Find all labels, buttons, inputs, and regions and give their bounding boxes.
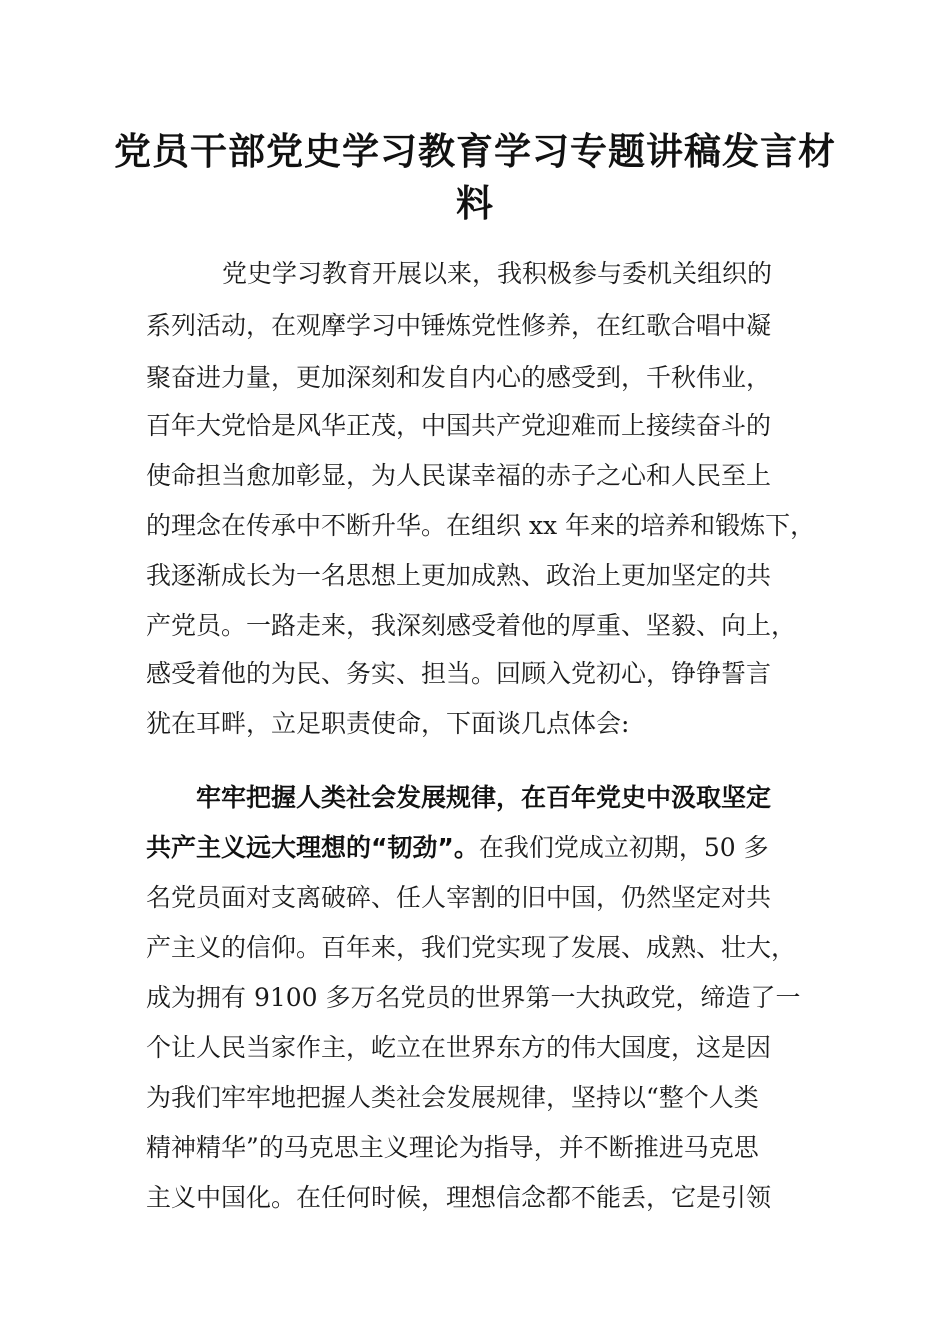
paragraph-line: 为我们牢牢地把握人类社会发展规律，坚持以“整个人类: [146, 1083, 759, 1112]
paragraph-line: 百年大党恰是风华正茂，中国共产党迎难而上接续奋斗的: [146, 411, 772, 440]
paragraph-line: 犹在耳畔，立足职责使命，下面谈几点体会:: [146, 709, 630, 738]
paragraph-line: [146, 832, 769, 864]
paragraph-line: 名党员面对支离破碎、任人宰割的旧中国，仍然坚定对共: [146, 883, 772, 912]
paragraph-line: 聚奋进力量，更加深刻和发自内心的感受到，千秋伟业，: [146, 363, 772, 392]
section-heading-line: 牢牢把握人类社会发展规律，在百年党史中汲取坚定: [196, 783, 772, 812]
paragraph-line: 成为拥有 9100 多万名党员的世界第一大执政党，缔造了一: [146, 983, 801, 1012]
paragraph-line: 产党员。一路走来，我深刻感受着他的厚重、坚毅、向上，: [146, 611, 797, 640]
section-heading-tail: 共产主义远大理想的“韧劲”。: [146, 833, 479, 862]
paragraph-line: 使命担当愈加彰显，为人民谋幸福的赤子之心和人民至上: [146, 461, 772, 490]
paragraph-line: 感受着他的为民、务实、担当。回顾入党初心，铮铮誓言: [146, 659, 772, 688]
paragraph-line: 产主义的信仰。百年来，我们党实现了发展、成熟、壮大，: [146, 933, 797, 962]
paragraph-line: 个让人民当家作主，屹立在世界东方的伟大国度，这是因: [146, 1033, 772, 1062]
paragraph-line: 主义中国化。在任何时候，理想信念都不能丢，它是引领: [146, 1183, 772, 1212]
paragraph-line-rest: 在我们党成立初期，50 多: [478, 833, 769, 862]
paragraph-line: 我逐渐成长为一名思想上更加成熟、政治上更加坚定的共: [146, 561, 772, 590]
paragraph-line: 精神精华”的马克思主义理论为指导，并不断推进马克思: [146, 1133, 759, 1162]
paragraph-line: 系列活动，在观摩学习中锤炼党性修养，在红歌合唱中凝: [146, 311, 772, 340]
paragraph-line: 的理念在传承中不断升华。在组织 xx 年来的培养和锻炼下，: [146, 511, 816, 540]
paragraph-line: 党史学习教育开展以来，我积极参与委机关组织的: [222, 259, 773, 288]
document-title: 党员干部党史学习教育学习专题讲稿发言材料: [114, 130, 836, 225]
